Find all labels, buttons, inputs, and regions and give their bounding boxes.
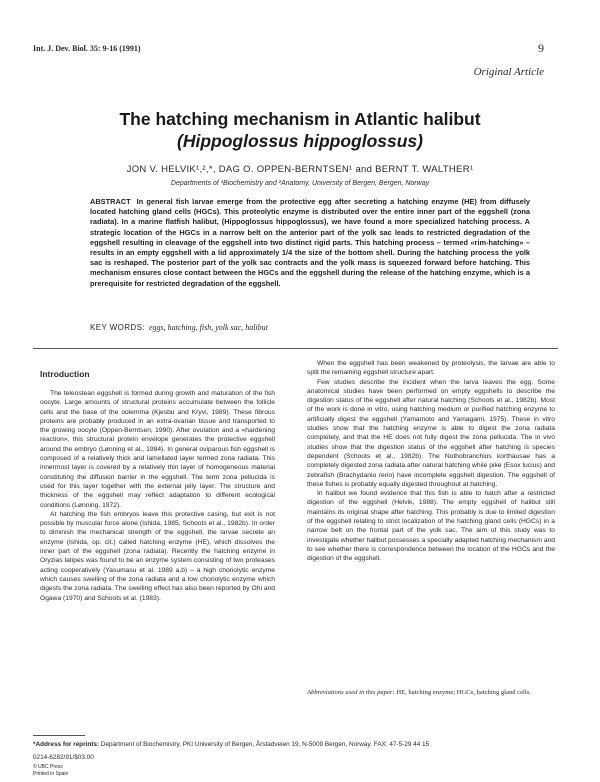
paper-title (0, 108, 600, 152)
keywords-text: eggs, hatching, fish, yolk sac, halibut (148, 323, 268, 332)
issn: 0214-6282/91/$03.00 (33, 754, 94, 761)
paragraph: In halibut we found evidence that this fish is able to hatch after a restricted digestion of the eggshell (Helvik, 1988). The empty eggshell of halibut still maintains its original shape after hatching. This probably is due to limited digestion of the eggshell relating to strict localization of the hatching gland cells (HGCs) in a narrow belt on the frontal part of the yolk sac. The aim of this study was to investigate whether halibut possesses a specially adapted hatching mechanism and to see whether there is correspondence between the location of the HGCs and the digestion of the eggshell. (307, 490, 555, 563)
abbreviations-label: Abbreviations used in this paper: (307, 689, 395, 696)
introduction-heading: Introduction (40, 369, 90, 379)
keywords-label: KEY WORDS: (90, 323, 145, 332)
abstract-text: In general fish larvae emerge from the protective egg after secreting a hatching enzyme (HE) from diffusely located hatching gland cells (HGCs). This proteolytic enzyme is distributed over the entire inner part of the eggshell (zona radiata). In a marine flatfish halibut, (Hippoglossus hippoglossus), we have found a more specialized hatching process. A strategic location of the HGCs in a narrow belt on the anterior part of the yolk sac leads to restricted degradation of the eggshell resulting in cleavage of the eggshell into two distinct rigid parts. This hatching process – termed «rim-hatching» – results in an empty eggshell with a lid approximately 1/4 the size of the bottom shell. During the hatching process the yolk sac is reshaped. The posterior part of the yolk sac contracts and the yolk mass is squeezed forward before hatching. This mechanism ensures close contact between the HGCs and the eggshell during the release of the hatching enzyme, which is a prerequisite for restricted degradation of the eggshell. (90, 197, 530, 288)
right-column (307, 359, 555, 564)
left-column (40, 389, 275, 603)
paragraph: At hatching the fish embryos leave this protective casing, but exit is not possible by muscular force alone (Ishida, 1985, Schoots et al., 1982b). In order to diminish the mechanical strength of the eggshell, the larvae secrete an enzyme (Ishida, op. cit.) called hatching enzyme (HE), which dissolves the inner part of the eggshell (zona radiata). Recently the hatching enzyme in Oryzias latipes was found to be an enzyme system consisting of two proteases acting cooperatively (Yasumasu et al. 1989 a,b) – a high choriolytic enzyme which causes swelling of the zona radiata and a low choriolytic enzyme which digests the zona radiata. The swelling effect has also been reported by Ohi and Ogawa (1970) and Schoots et al. (1983). (40, 510, 275, 602)
title-line-2: (Hippoglossus hippoglossus) (177, 131, 423, 151)
title-line-1: The hatching mechanism in Atlantic halibut (119, 109, 481, 129)
paragraph: When the eggshell has been weakened by proteolysis, the larvae are able to split the remaining eggshell structure apart. (307, 360, 555, 377)
abbreviations-note (307, 689, 555, 698)
page-number: 9 (538, 41, 544, 55)
affiliation: Departments of ¹Biochemistry and ²Anatomy, University of Bergen, Bergen, Norway (170, 180, 430, 187)
address-text: Department of Biochemistry, PKI University of Bergen, Årstadveien 19, N-5009 Bergen, Norway. FAX: 47-5-29 44 15 (100, 741, 430, 748)
author-list: JON V. HELVIK¹,²,*, DAG O. OPPEN-BERNTSEN¹ and BERNT T. WALTHER¹ (126, 164, 474, 175)
abstract-label: ABSTRACT (90, 197, 131, 206)
abstract (90, 197, 530, 289)
printed-in: Printed in Spain (33, 770, 69, 777)
paragraph: Few studies describe the incident when the larva leaves the egg. Some anatomical studies have been performed on empty eggshells to describe the digestion status of the eggshell after natural hatching (Schoots et al., 1982b). Most of the work is done in vitro, using hatching medium or purified hatching enzyme to artificially digest the eggshell (Yamamoto and Yamagami, 1975). These in vitro studies show that the hatching enzyme is able to digest the zona radiata completely, and that the HE does not fully digest the zona pellucida. The in vivo studies show that the digestion status of the eggshell after hatching is species dependent (Schoots et al., 1982b). The Nothobranchius korthausae has a completely digested zona radiata after natural hatching while pike (Esox lucius) and zebrafish (Brachydanio rerio) have incomplete eggshell digestion. The eggshell of these fishes is probably equally digested throughout at hatching. (307, 378, 555, 488)
address-label: *Address for reprints: (33, 741, 100, 748)
section-divider (33, 348, 558, 349)
paragraph: The teleostean eggshell is formed during growth and maturation of the fish oocyte. Large amounts of structural proteins accumulate between the follicle cells and the base of the oolemma (Kjesbu and Kryvi, 1989). These fibrous proteins are probably produced in an extra-ovarian tissue and transported to the growing oocyte (Oppen-Berntsen, 1990). After ovulation and a «hardening reaction», this structural protein envelope generates the protective eggshell around the embryo (Lønning et al., 1984). In general oviparous fish eggshell is composed of a relatively thick and lamellated layer termed zona radiata. This innermost layer is covered by a relatively thin layer of homogeneous material constituting the diffusion barrier in the eggshell. The term zona pellucida is used for this layer together with the external jelly layer. The structure and thickness of the eggshell may reflect adaptation to different ecological conditions (Lønning, 1972). (40, 390, 275, 509)
article-type: Original Article (473, 66, 544, 78)
publisher-info (33, 764, 68, 777)
abbreviations-text: HE, hatching enzyme; HGCs, hatching gland cells. (396, 689, 531, 696)
reprint-address (33, 741, 429, 748)
journal-citation: Int. J. Dev. Biol. 35: 9-16 (1991) (33, 44, 141, 53)
publisher: © UBC Press (33, 764, 63, 770)
footnote-divider (33, 735, 85, 736)
keywords (90, 323, 268, 332)
